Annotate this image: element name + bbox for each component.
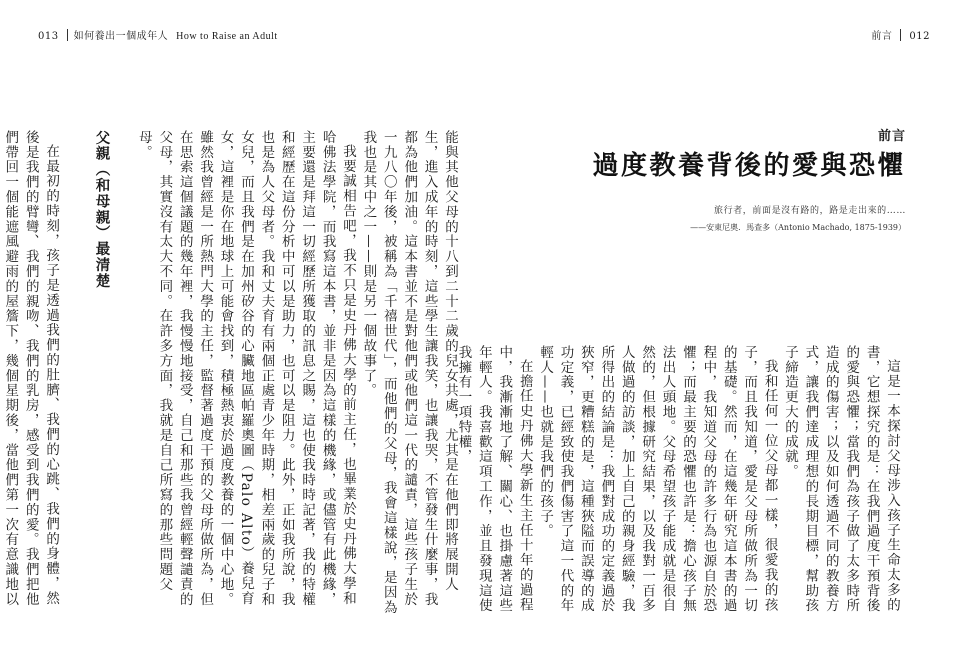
- header-divider: [67, 29, 68, 41]
- body-paragraph: 我和任何一位父母都一樣，很愛我的孩子，而且我知道，愛是父母所做所為一切的基礎。然而，在這幾年研究這本書的過程中，我知道父母的許多行為也源自於恐懼；而最主要的恐懼也許是：擔心孩子無法出人頭地。父母希望孩子能成就是很自然的，但根據研究結果，以及我對一百多人做過的訪談，加上自己的親身經驗，我所得出的結論是：我們對成功的定義過於狹窄，更糟糕的是，這種狹隘而誤導的成功定義，已經致使我們傷害了這一代的年輕人——也就是我們的孩子。: [537, 345, 778, 614]
- right-page-number: 012: [909, 31, 930, 42]
- epigraph-attribution: ——安東尼奧．馬查多（Antonio Machado, 1875-1939）: [690, 223, 906, 232]
- left-page-number: 013: [38, 31, 59, 42]
- book-title-en: How to Raise an Adult: [176, 31, 278, 42]
- section-subheading: 父親（和母親）最清楚: [93, 130, 110, 289]
- left-running-header: [38, 27, 278, 42]
- section-header: 前言: [871, 31, 893, 42]
- body-paragraph: 我要誠相告吧，我不只是史丹佛大學的前主任，也畢業於史丹佛大學和哈佛法學院，而我寫這本書，並非是因為這樣的機緣，或儘管有此機緣，主要還是拜這一切經歷所獲取的訊息之賜，這也使我時時記著，我的特權和經歷在這份分析中可以是助力，也可以是阻力。此外，正如我所說，我也是為人父母者。我和丈夫育有兩個正處青少年時期，相差兩歲的兒子和女兒，而且我們是在加州矽谷的心臟地區帕羅奧圖（Palo Alto）養兒育女，這裡是你在地球上可能會找到，積極熱衷於過度教養的一個中心地。雖然我曾經是一所熱門大學的主任，監督著過度干預的父母所做所為，但在思索這個議題的幾年裡，我慢慢地接受，自己和那些我曾經輕聲譴責的父母，其實沒有太大不同。在許多方面，我就是自己所寫的那些問題父母。: [135, 130, 356, 607]
- book-title-zh: 如何養出一個成年人: [73, 31, 169, 42]
- body-paragraph: 能與其他父母的十八到二十二歲的兒女共處，尤其是在他們即將展開人生，進入成年的時刻，這些學生讓我笑，也讓我哭，不管發生什麼事，我都為他們加油。這本書並不是對他們或他們這一代的譴責，這些孩子生於一九八〇年後，被稱為「千禧世代」，而他們的父母，我會這樣說，是因為我也是其中之一——則是另一個故事了。: [360, 130, 458, 615]
- right-page: [455, 0, 964, 652]
- epigraph: 旅行者，前面是沒有路的，路是走出來的……: [713, 206, 906, 216]
- body-paragraph: 這是一本探討父母涉入孩子生命太多的書，它想探究的是：在我們過度干預背後的愛與恐懼；當我們為孩子做了太多時所造成的傷害；以及如何透過不同的教養方式，讓我們達成理想的長期目標，幫助孩子締造更大的成就。: [781, 345, 900, 614]
- body-paragraph: 在擔任史丹佛大學新生主任十年的過程中，我漸漸地了解、關心、也掛慮著這些年輕人。我喜歡這項工作，並且發現這使我擁有一項特權，: [455, 345, 533, 614]
- right-body-text: [455, 345, 902, 620]
- right-running-header: [871, 27, 930, 42]
- chapter-label: 前言: [877, 129, 906, 144]
- chapter-title: 過度教養背後的愛與恐懼: [592, 151, 906, 181]
- left-body-text: [2, 130, 460, 620]
- header-divider: [900, 29, 901, 41]
- body-paragraph: 在最初的時刻，孩子是透過我們的肚臍、我們的心跳、我們的身體，然後是我們的臂彎、我們的親吻、我們的乳房，感受到我們的愛。我們把他們帶回一個能遮風避雨的屋簷下，幾個星期後，當他們第一次有意識地以: [2, 130, 60, 607]
